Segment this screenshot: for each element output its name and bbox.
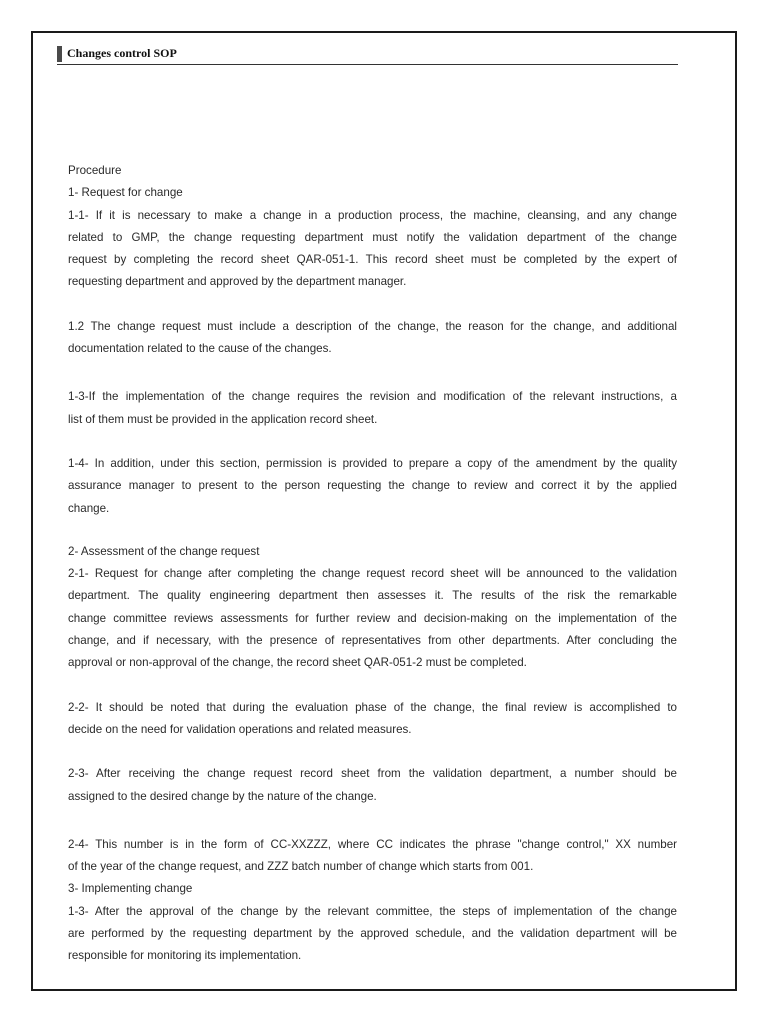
header-accent-bar — [57, 46, 62, 62]
text-line: 2-2- It should be noted that during the evaluation phase of the change, the final review is accomplished to — [68, 700, 677, 714]
text-line: request by completing the record sheet QAR-051-1. This record sheet must be completed by the expert of — [68, 253, 677, 267]
text-line: department. The quality engineering department then assesses it. The results of the risk the remarkable — [68, 589, 677, 603]
text-line: responsible for monitoring its implementation. — [68, 949, 302, 963]
text-line: 2-4- This number is in the form of CC-XXZZZ, where CC indicates the phrase "change control," XX number — [68, 837, 677, 851]
text-line: 2-3- After receiving the change request record sheet from the validation department, a number should be — [68, 767, 677, 781]
document-body — [68, 160, 677, 968]
text-line: 1-1- If it is necessary to make a change in a production process, the machine, cleansing, and any change — [68, 208, 677, 222]
paragraph-gap — [68, 741, 677, 763]
paragraph-gap — [68, 520, 677, 541]
text-line: assigned to the desired change by the nature of the change. — [68, 789, 377, 803]
text-line: assurance manager to present to the person requesting the change to review and correct it by the applied — [68, 479, 677, 493]
text-line: 3- Implementing change — [68, 882, 193, 896]
paragraph-gap — [68, 431, 677, 453]
text-line: 1-3- After the approval of the change by the relevant committee, the steps of implementation of the change — [68, 904, 677, 918]
text-line: of the year of the change request, and ZZZ batch number of change which starts from 001. — [68, 860, 534, 874]
text-line: list of them must be provided in the application record sheet. — [68, 412, 378, 426]
text-line: 2- Assessment of the change request — [68, 544, 260, 558]
text-line: change committee reviews assessments for further review and decision-making on the implementation of the — [68, 611, 677, 625]
text-line: change. — [68, 501, 110, 515]
text-line: requesting department and approved by the department manager. — [68, 275, 407, 289]
text-line: 1.2 The change request must include a description of the change, the reason for the change, and additional — [68, 319, 677, 333]
paragraph-gap — [68, 360, 677, 386]
text-line: change, and if necessary, with the presence of representatives from other departments. After concluding the — [68, 634, 677, 648]
text-line: 2-1- Request for change after completing the change request record sheet will be announced to the validation — [68, 567, 677, 581]
document-header — [57, 44, 678, 65]
text-line: are performed by the requesting department by the approved schedule, and the validation department will be — [68, 927, 677, 941]
paragraph-gap — [68, 808, 677, 834]
text-line: approval or non-approval of the change, the record sheet QAR-051-2 must be completed. — [68, 656, 527, 670]
text-line: related to GMP, the change requesting department must notify the validation department of the change — [68, 230, 677, 244]
paragraph-gap — [68, 675, 677, 697]
text-line: decide on the need for validation operations and related measures. — [68, 722, 412, 736]
document-title: Changes control SOP — [67, 46, 177, 60]
text-line: Procedure — [68, 164, 122, 177]
text-line: 1-4- In addition, under this section, permission is provided to prepare a copy of the amendment by the quality — [68, 456, 677, 470]
paragraph-gap — [68, 294, 677, 316]
text-line: 1-3-If the implementation of the change requires the revision and modification of the relevant instructions, a — [68, 390, 677, 404]
text-line: documentation related to the cause of the changes. — [68, 342, 332, 356]
text-line: 1- Request for change — [68, 186, 183, 200]
